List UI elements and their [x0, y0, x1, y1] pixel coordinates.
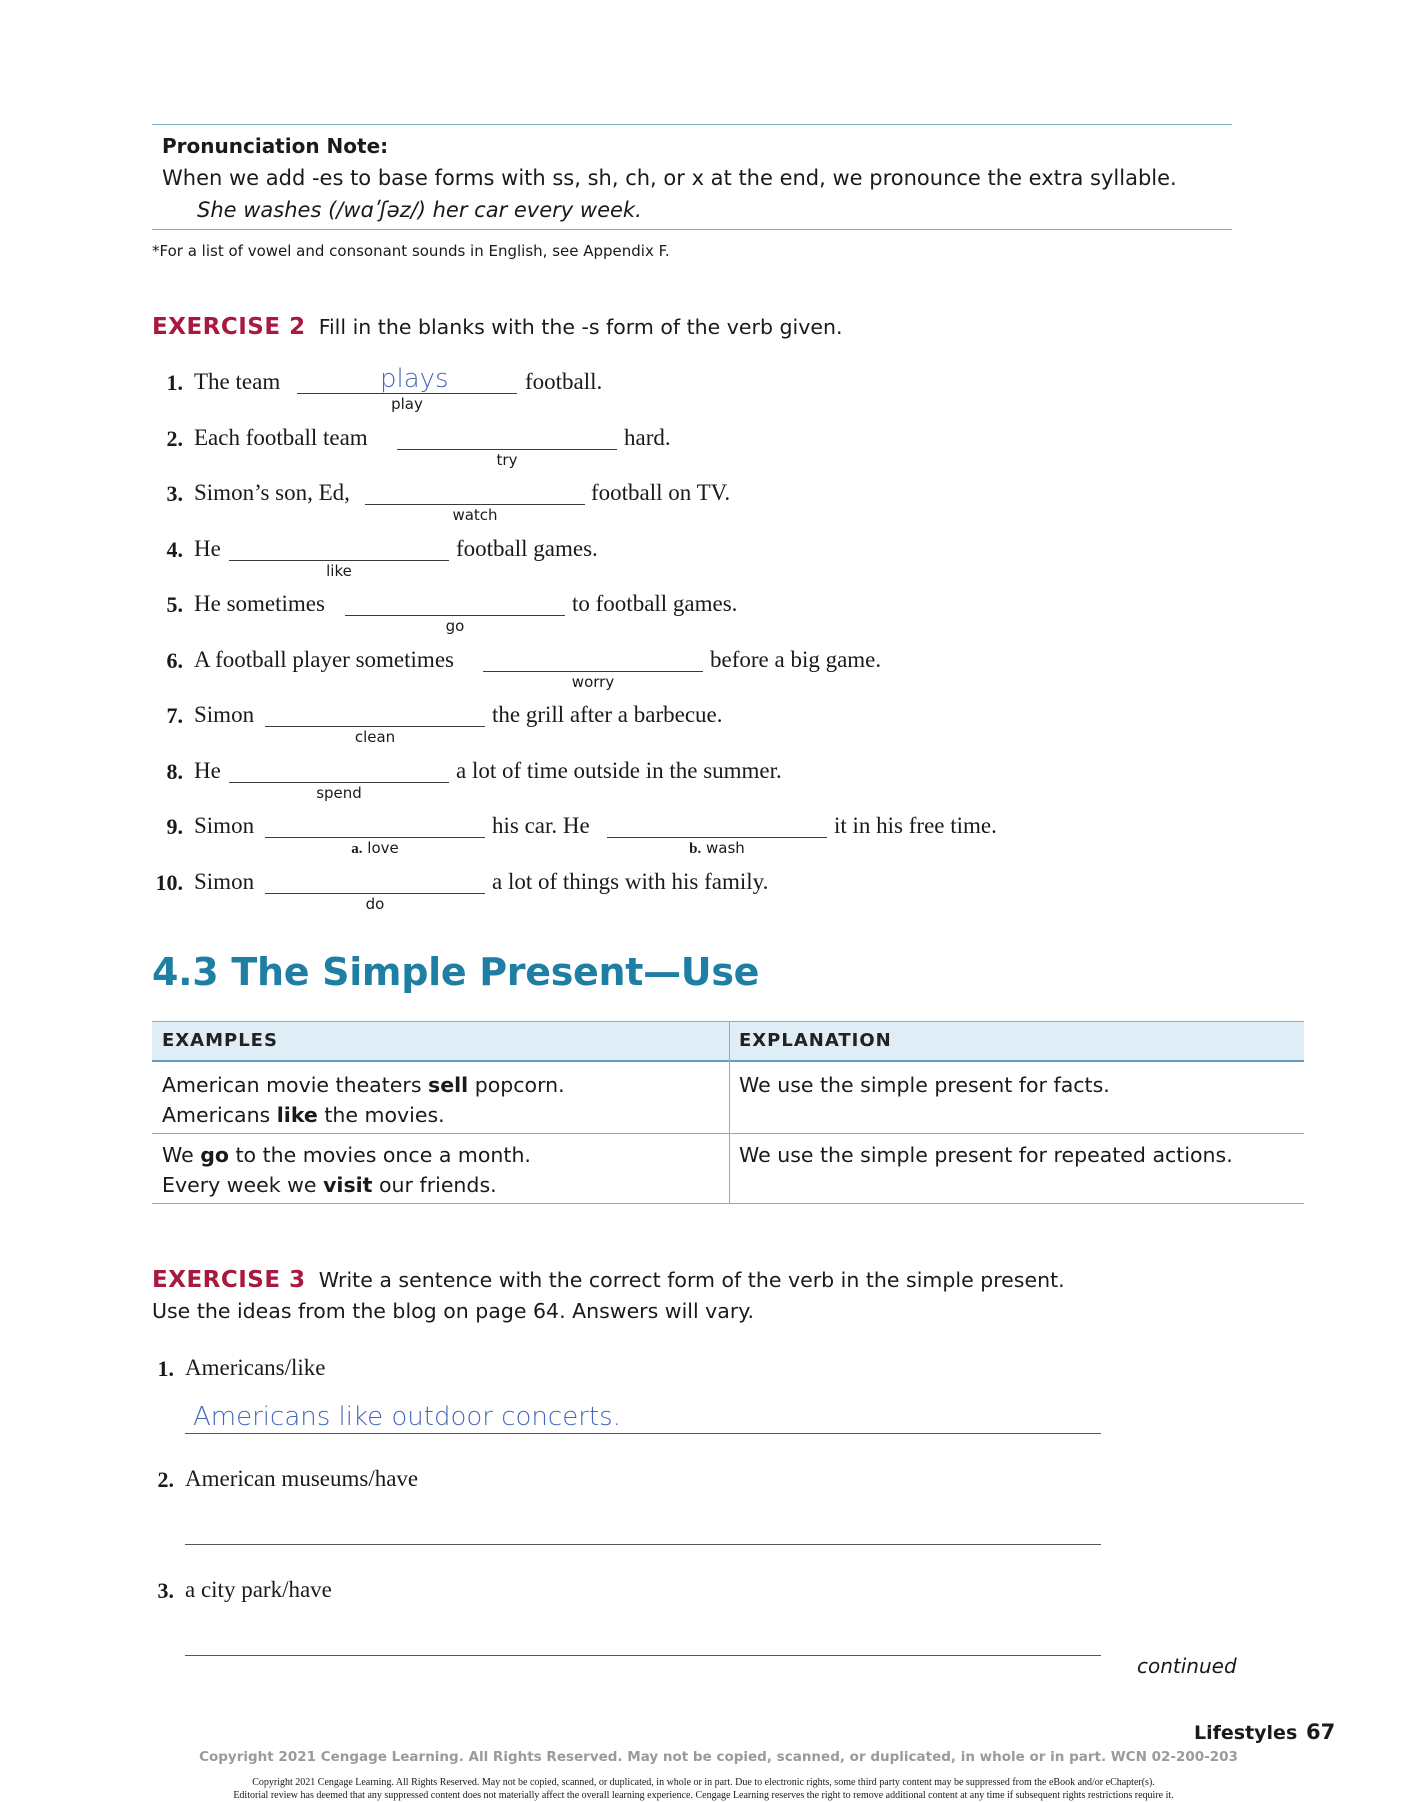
item-number: 4.: [166, 537, 183, 562]
divider: [152, 229, 1232, 230]
table-header-border: [152, 1060, 1304, 1062]
explanation-cell: We use the simple present for repeated actions.: [739, 1143, 1233, 1167]
exercise-label: EXERCISE 3: [152, 1267, 306, 1293]
hint-letter: b.: [689, 841, 702, 857]
item-text: Simon: [194, 813, 255, 838]
pronunciation-note-title: Pronunciation Note:: [162, 134, 389, 158]
verb: sell: [428, 1073, 469, 1097]
divider: [152, 124, 1232, 125]
item-text: The team: [194, 369, 281, 394]
item-number: 3.: [157, 1578, 174, 1603]
item-text: Simon: [194, 702, 255, 727]
example-sentence: [162, 1100, 565, 1130]
explanation-cell: We use the simple present for facts.: [739, 1073, 1110, 1097]
item-prompt: a city park/have: [185, 1577, 332, 1602]
text: our friends.: [372, 1173, 497, 1197]
table-row: [162, 1140, 531, 1200]
table-bottom-border: [152, 1203, 1304, 1204]
item-text: He: [194, 536, 221, 561]
text: the movies.: [317, 1103, 445, 1127]
text: American movie theaters: [162, 1073, 429, 1097]
table-row-border: [152, 1133, 1304, 1134]
item-text: before a big game.: [710, 647, 882, 672]
item-text: football.: [525, 369, 603, 394]
answer-line[interactable]: [185, 1544, 1101, 1545]
answer-blank-b[interactable]: [607, 837, 827, 838]
verb-hint: do: [365, 895, 385, 913]
folio-section: Lifestyles: [1194, 1722, 1298, 1744]
item-text: Each football team: [194, 425, 368, 450]
item-text: the grill after a barbecue.: [492, 702, 723, 727]
verb-hint: clean: [354, 728, 396, 746]
verb: like: [276, 1103, 318, 1127]
exercise-instruction: Fill in the blanks with the -s form of the verb given.: [318, 315, 843, 339]
exercise-label: EXERCISE 2: [152, 314, 306, 340]
table-row: [162, 1070, 565, 1130]
answer-line[interactable]: [185, 1433, 1101, 1434]
item-number: 5.: [166, 592, 183, 617]
verb-hint: worry: [571, 673, 615, 691]
item-number: 2.: [157, 1467, 174, 1492]
continued-label: continued: [1137, 1654, 1237, 1678]
item-prompt: American museums/have: [185, 1466, 419, 1491]
item-text: to football games.: [572, 591, 738, 616]
exercise-3-header: [152, 1267, 1065, 1293]
item-text: He sometimes: [194, 591, 325, 616]
item-text: A football player sometimes: [194, 647, 454, 672]
verb-hint: play: [391, 395, 423, 413]
example-sentence: [162, 1170, 531, 1200]
verb-hint: watch: [452, 506, 498, 524]
page-number: 67: [1306, 1720, 1336, 1744]
answer-blank[interactable]: [483, 671, 703, 672]
verb-hint-a: [265, 839, 485, 858]
section-title: 4.3 The Simple Present—Use: [152, 950, 760, 994]
item-number: 3.: [166, 481, 183, 506]
item-number: 9.: [166, 814, 183, 839]
verb-hint: like: [326, 562, 352, 580]
handwritten-answer: plays: [380, 364, 449, 394]
example-sentence: [162, 1070, 565, 1100]
item-number: 10.: [155, 870, 183, 895]
item-number: 2.: [166, 426, 183, 451]
copyright-line: Copyright 2021 Cengage Learning. All Rights Reserved. May not be copied, scanned, or duplicated, in whole or in part. Due to electronic rights, some third party content may be suppressed from the eBook and/or eChapter(s).: [252, 1777, 1155, 1788]
verb-hint: go: [445, 617, 465, 635]
item-text: He: [194, 758, 221, 783]
item-text: Simon: [194, 869, 255, 894]
verb-hint-b: [607, 839, 827, 858]
item-text: football games.: [456, 536, 598, 561]
table-top-border: [152, 1021, 1304, 1022]
hint-letter: a.: [351, 841, 363, 857]
text: We: [162, 1143, 201, 1167]
table-column-divider: [729, 1022, 730, 1204]
verb: go: [200, 1143, 229, 1167]
text: Americans: [162, 1103, 277, 1127]
answer-blank[interactable]: [365, 504, 585, 505]
verb: visit: [323, 1173, 373, 1197]
column-header-explanation: EXPLANATION: [739, 1030, 892, 1051]
item-number: 1.: [157, 1356, 174, 1381]
item-prompt: Americans/like: [185, 1355, 326, 1380]
text: popcorn.: [468, 1073, 565, 1097]
answer-blank[interactable]: [397, 449, 617, 450]
answer-blank[interactable]: [229, 782, 449, 783]
text: to the movies once a month.: [228, 1143, 531, 1167]
exercise-instruction: Write a sentence with the correct form of the verb in the simple present.: [318, 1268, 1065, 1292]
exercise-instruction: Use the ideas from the blog on page 64. Answers will vary.: [152, 1299, 755, 1323]
item-text: hard.: [624, 425, 671, 450]
hint-verb: love: [367, 839, 399, 857]
column-header-examples: EXAMPLES: [162, 1030, 278, 1051]
answer-blank[interactable]: [229, 560, 449, 561]
item-text: his car. He: [492, 813, 590, 838]
text: Every week we: [162, 1173, 324, 1197]
verb-hint: spend: [316, 784, 362, 802]
pronunciation-note-example: She washes (/wɑʹʃəz/) her car every week.: [197, 198, 642, 222]
example-sentence: [162, 1140, 531, 1170]
copyright-line: Editorial review has deemed that any suppressed content does not materially affect the overall learning experience. Cengage Learning reserves the right to remove additional content at any time if subsequent rights restrictions require it.: [233, 1790, 1174, 1801]
table-header: [152, 1022, 1304, 1060]
exercise-2-header: [152, 314, 842, 340]
handwritten-answer: Americans like outdoor concerts.: [193, 1402, 621, 1432]
answer-line[interactable]: [185, 1655, 1101, 1656]
item-text: a lot of things with his family.: [492, 869, 769, 894]
item-text: football on TV.: [591, 480, 731, 505]
hint-verb: wash: [706, 839, 745, 857]
answer-blank[interactable]: [345, 615, 565, 616]
answer-blank[interactable]: [265, 893, 485, 894]
answer-blank-a[interactable]: [265, 837, 485, 838]
footnote: *For a list of vowel and consonant sounds in English, see Appendix F.: [152, 242, 670, 260]
copyright-fine-print: [0, 1776, 1407, 1802]
item-text: a lot of time outside in the summer.: [456, 758, 782, 783]
answer-blank[interactable]: [265, 726, 485, 727]
pronunciation-note-body: When we add -es to base forms with ss, sh, ch, or x at the end, we pronounce the extra syllable.: [162, 166, 1177, 190]
item-text: Simon’s son, Ed,: [194, 480, 350, 505]
copyright-notice: Copyright 2021 Cengage Learning. All Rights Reserved. May not be copied, scanned, or duplicated, in whole or in part. WCN 02-200-203: [199, 1749, 1238, 1765]
item-number: 7.: [166, 703, 183, 728]
item-number: 6.: [166, 648, 183, 673]
item-number: 8.: [166, 759, 183, 784]
item-number: 1.: [166, 370, 183, 395]
item-text: it in his free time.: [834, 813, 997, 838]
verb-hint: try: [496, 451, 518, 469]
